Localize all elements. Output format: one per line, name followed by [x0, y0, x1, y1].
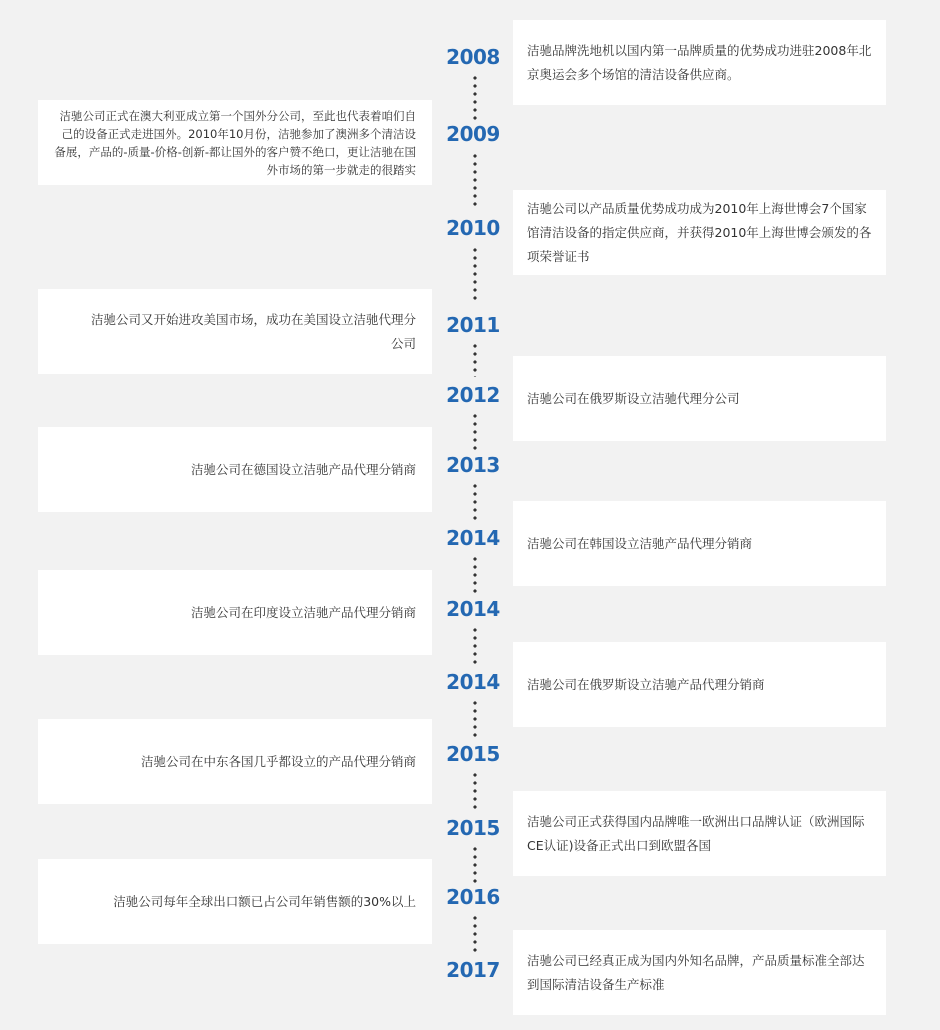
timeline-year-2017: 2017 — [446, 958, 500, 982]
timeline-card-text: 洁驰公司每年全球出口额已占公司年销售额的30%以上 — [113, 893, 416, 909]
timeline-connector — [472, 914, 478, 956]
timeline-card-text: 洁驰公司在俄罗斯设立洁驰代理分公司 — [527, 390, 740, 406]
timeline-connector — [472, 771, 478, 813]
timeline-connector — [472, 412, 478, 450]
timeline-year-2014: 2014 — [446, 597, 500, 621]
timeline-card-2014-korea — [513, 501, 886, 586]
timeline-year-2009: 2009 — [446, 122, 500, 146]
timeline-card-text: 洁驰公司又开始进攻美国市场，成功在美国设立洁驰代理分公司 — [90, 311, 416, 351]
timeline-card-2015-ce — [513, 791, 886, 876]
timeline-card-text: 洁驰公司在印度设立洁驰产品代理分销商 — [190, 604, 416, 620]
timeline-card-2012 — [513, 356, 886, 441]
timeline-year-2014: 2014 — [446, 526, 500, 550]
timeline-card-2013 — [38, 427, 432, 512]
timeline-year-2013: 2013 — [446, 453, 500, 477]
timeline-year-2008: 2008 — [446, 45, 500, 69]
timeline-connector — [472, 699, 478, 739]
timeline-card-2009 — [38, 100, 432, 185]
timeline-year-2012: 2012 — [446, 383, 500, 407]
timeline-connector — [472, 246, 478, 304]
timeline-connector — [472, 74, 478, 120]
timeline-card-text: 洁驰公司正式获得国内品牌唯一欧洲出口品牌认证（欧洲国际CE认证)设备正式出口到欧盟各国 — [527, 813, 865, 853]
timeline-card-2011 — [38, 289, 432, 374]
timeline-card-2017 — [513, 930, 886, 1015]
timeline-year-2015: 2015 — [446, 742, 500, 766]
timeline-connector — [472, 482, 478, 524]
timeline-card-text: 洁驰公司已经真正成为国内外知名品牌，产品质量标准全部达到国际清洁设备生产标准 — [527, 952, 865, 992]
timeline-card-2008 — [513, 20, 886, 105]
timeline-card-text: 洁驰品牌洗地机以国内第一品牌质量的优势成功进驻2008年北京奥运会多个场馆的清洁设备供应商。 — [527, 42, 872, 82]
timeline-year-2011: 2011 — [446, 313, 500, 337]
timeline-year-2016: 2016 — [446, 885, 500, 909]
timeline-connector — [472, 626, 478, 668]
timeline-connector — [472, 342, 478, 377]
timeline-card-text: 洁驰公司正式在澳大利亚成立第一个国外分公司，至此也代表着咱们自己的设备正式走进国外。2010年10月份，洁驰参加了澳洲多个清洁设备展，产品的-质量-价格-创新-都让国外的客户赞不绝口，更让洁驰在国外市场的第一步就走的很踏实 — [54, 108, 416, 177]
timeline-year-2015: 2015 — [446, 816, 500, 840]
timeline-connector — [472, 152, 478, 210]
timeline-card-text: 洁驰公司在德国设立洁驰产品代理分销商 — [190, 461, 416, 477]
timeline-connector — [472, 555, 478, 595]
timeline-card-2014-india — [38, 570, 432, 655]
timeline-card-2015-middle-east — [38, 719, 432, 804]
timeline-connector — [472, 845, 478, 885]
timeline-year-2014: 2014 — [446, 670, 500, 694]
timeline-card-text: 洁驰公司在俄罗斯设立洁驰产品代理分销商 — [527, 676, 765, 692]
timeline-card-2014-russia — [513, 642, 886, 727]
timeline-card-2016 — [38, 859, 432, 944]
timeline-card-2010 — [513, 190, 886, 275]
timeline-card-text: 洁驰公司以产品质量优势成功成为2010年上海世博会7个国家馆清洁设备的指定供应商，并获得2010年上海世博会颁发的各项荣誉证书 — [527, 200, 872, 264]
timeline-year-2010: 2010 — [446, 216, 500, 240]
timeline-card-text: 洁驰公司在中东各国几乎都设立的产品代理分销商 — [140, 753, 416, 769]
timeline-card-text: 洁驰公司在韩国设立洁驰产品代理分销商 — [527, 535, 753, 551]
